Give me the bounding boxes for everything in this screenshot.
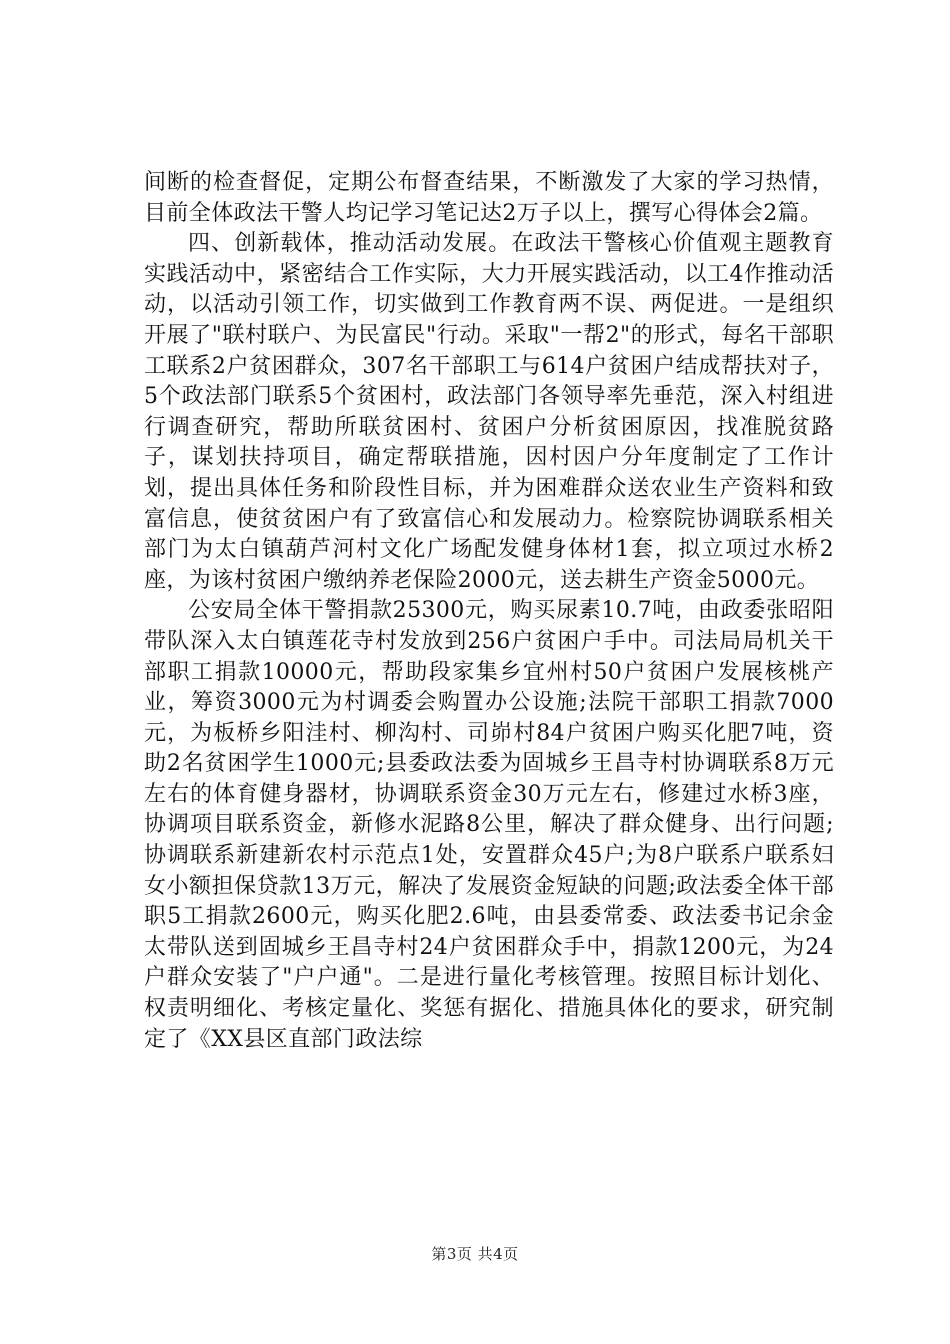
document-body (144, 168, 834, 1055)
paragraph-2: 四、创新载体，推动活动发展。在政法干警核心价值观主题教育实践活动中，紧密结合工作实际，大力开展实践活动，以工4作推动活动，以活动引领工作，切实做到工作教育两不误、两促进。一是组织开展了"联村联户、为民富民"行动。采取"一帮2"的形式，每名干部职工联系2户贫困群众，307名干部职工与614户贫困户结成帮扶对子，5个政法部门联系5个贫困村，政法部门各领导率先垂范，深入村组进行调查研究，帮助所联贫困村、贫困户分析贫困原因，找准脱贫路子，谋划扶持项目，确定帮联措施，因村因户分年度制定了工作计划，提出具体任务和阶段性目标，并为困难群众送农业生产资料和致富信息，使贫贫困户有了致富信心和发展动力。检察院协调联系相关部门为太白镇葫芦河村文化广场配发健身体材1套，拟立项过水桥2座，为该村贫困户缴纳养老保险2000元，送去耕生产资金5000元。 (144, 231, 834, 593)
paragraph-1: 间断的检查督促，定期公布督查结果，不断激发了大家的学习热情，目前全体政法干警人均记学习笔记达2万子以上，撰写心得体会2篇。 (144, 170, 834, 226)
paragraph-3: 公安局全体干警捐款25300元，购买尿素10.7吨，由政委张昭阳带队深入太白镇莲花寺村发放到256户贫困户手中。司法局局机关干部职工捐款10000元，帮助段家集乡宜州村50户贫困户发展核桃产业，筹资3000元为村调委会购置办公设施;法院干部职工捐款7000元，为板桥乡阳洼村、柳沟村、司峁村84户贫困户购买化肥7吨，资助2名贫困学生1000元;县委政法委为固城乡王昌寺村协调联系8万元左右的体育健身器材，协调联系资金30万元左右，修建过水桥3座，协调项目联系资金，新修水泥路8公里，解决了群众健身、出行问题;协调联系新建新农村示范点1处，安置群众45户;为8户联系户联系妇女小额担保贷款13万元，解决了发展资金短缺的问题;政法委全体干部职5工捐款2600元，购买化肥2.6吨，由县委常委、政法委书记余金太带队送到固城乡王昌寺村24户贫困群众手中，捐款1200元，为24户群众安装了"户户通"。二是进行量化考核管理。按照目标计划化、权责明细化、考核定量化、奖惩有据化、措施具体化的要求，研究制定了《XX县区直部门政法综 (144, 598, 834, 1052)
page-footer: 第3页 共4页 (431, 1245, 519, 1263)
